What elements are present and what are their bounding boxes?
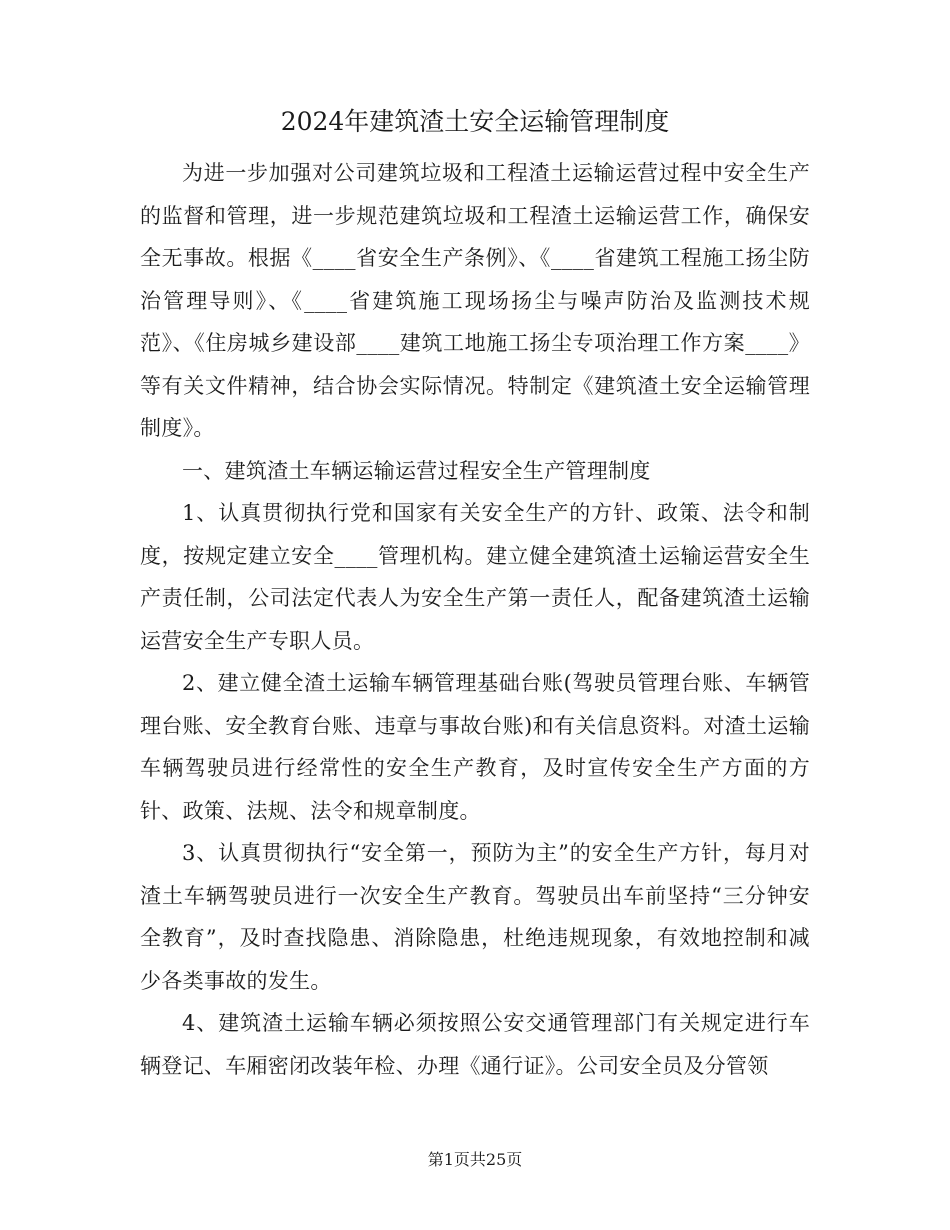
section-heading-1: 一、建筑渣土车辆运输运营过程安全生产管理制度 [182,458,651,483]
document-body [140,152,810,1087]
paragraph-item-3: 3、认真贯彻执行“安全第一，预防为主”的安全生产方针，每月对渣土车辆驾驶员进行一次安全生产教育。驾驶员出车前坚持“三分钟安全教育”，及时查找隐患、消除隐患，杜绝违规现象，有效地控制和减少各类事故的发生。 [140,841,810,993]
paragraph-item-4: 4、建筑渣土运输车辆必须按照公安交通管理部门有关规定进行车辆登记、车厢密闭改装年检、办理《通行证》。公司安全员及分管领 [140,1011,810,1078]
document-title: 2024年建筑渣土安全运输管理制度 [280,107,670,136]
paragraph-item-2: 2、建立健全渣土运输车辆管理基础台账(驾驶员管理台账、车辆管理台账、安全教育台账、违章与事故台账)和有关信息资料。对渣土运输车辆驾驶员进行经常性的安全生产教育，及时宣传安全生产方面的方针、政策、法规、法令和规章制度。 [140,671,810,823]
paragraph-intro: 为进一步加强对公司建筑垃圾和工程渣土运输运营过程中安全生产的监督和管理，进一步规范建筑垃圾和工程渣土运输运营工作，确保安全无事故。根据《____省安全生产条例》、《____省建筑工程施工扬尘防治管理导则》、《____省建筑施工现场扬尘与噪声防治及监测技术规范》、《住房城乡建设部____建筑工地施工扬尘专项治理工作方案____》等有关文件精神，结合协会实际情况。特制定《建筑渣土安全运输管理制度》。 [140,161,810,440]
page-number: 第1页共25页 [427,1150,523,1169]
paragraph-item-1: 1、认真贯彻执行党和国家有关安全生产的方针、政策、法令和制度，按规定建立安全____管理机构。建立健全建筑渣土运输运营安全生产责任制，公司法定代表人为安全生产第一责任人，配备建筑渣土运输运营安全生产专职人员。 [140,501,810,653]
